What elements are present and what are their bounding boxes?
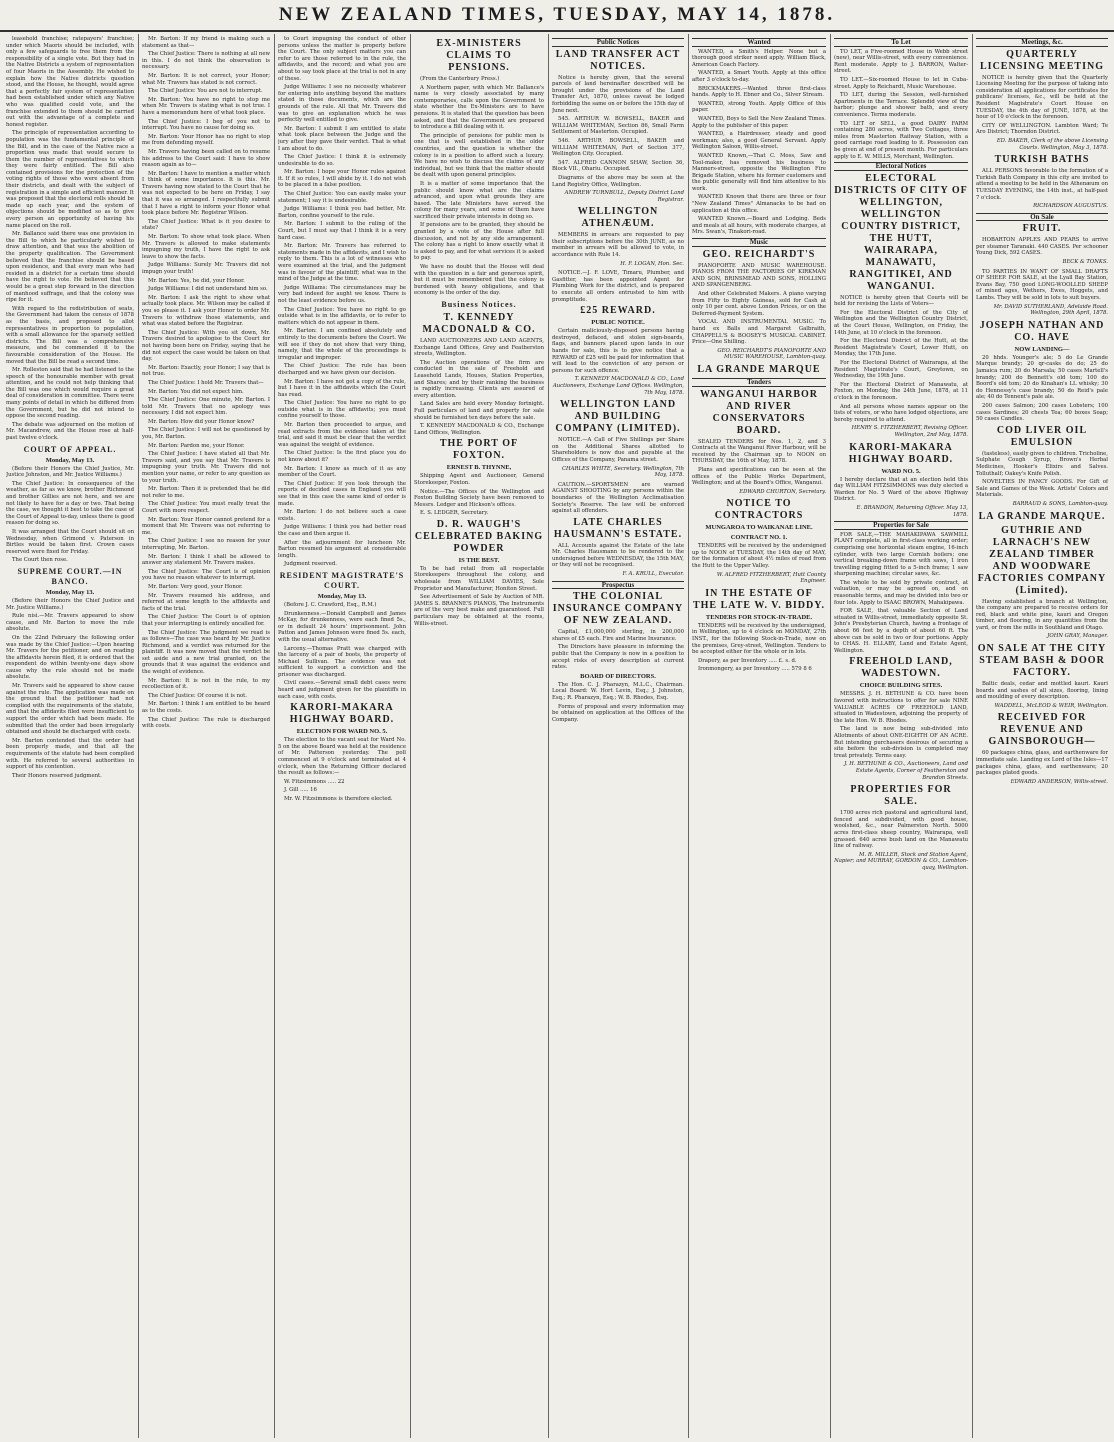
paragraph: The Chief Justice: The judgment we read is as follows—The case was heard by Mr. Justice Richmond, and a verdict was returned for the plaintiff. It was now moved that the verdict be set aside and a new trial granted, on the grounds that it was against the evidence and the weight of evidence. — [142, 629, 270, 676]
sub-heading: Monday, May 13. — [45, 588, 95, 596]
paragraph: LAND AUCTIONEERS AND LAND AGENTS, Exchange Land Offices, Grey and Featherston streets, Wellington. — [414, 338, 544, 358]
paragraph: If pensions are to be granted, they should be granted by a vote of the House after full discussion, and not by any side arrangement. The colony has a right to know exactly what it is asked to pay, and for what services it is asked to pay. — [414, 222, 544, 262]
ad-heading: RECEIVED FOR REVENUE AND GAINSBOROUGH— — [988, 712, 1096, 748]
ad-heading: LATE CHARLES HAUSMANN'S ESTATE. — [553, 516, 683, 540]
paragraph: Baltic deals, cedar and mottled kauri. Kauri boards and sashes of all sizes, flooring, lining and moulding of every description. — [976, 681, 1108, 701]
ad-heading: TURKISH BATHS — [994, 154, 1090, 166]
paragraph: WANTED, strong Youth. Apply Office of this paper. — [692, 100, 826, 114]
paragraph: ALL PERSONS favorable to the formation of a Turkish Bath Company in this city are invited to attend a meeting to be held in the Athenæum on TUESDAY EVENING, the 14th inst., at half-past 7 o'clock. — [976, 168, 1108, 201]
paragraph: Mr. Rolleston said that he had listened to the speech of the honourable member with great attention, and he could not help thinking that the Bill was one which would require a great deal of consideration in committee. There were many points of detail in which he differed from the Government, but he did not intend to oppose the second reading. — [6, 367, 134, 420]
paragraph: WANTED, Boys to Sell the New Zealand Times. Apply to the publisher of this paper. — [692, 115, 826, 129]
section-heading: COURT OF APPEAL. — [23, 444, 117, 454]
signature-line: BARRAUD & SONS, Lambton-quay. — [1012, 500, 1108, 507]
paragraph: CITY OF WELLINGTON. Lambton Ward; Te Aro District; Thorndon District. — [976, 122, 1108, 136]
paragraph: SEALED TENDERS for Nos. 1, 2, and 3 Contracts at the Wanganui River Harbour, will be received by the Chairman up to NOON on THURSDAY, the 16th of May, 1878. — [692, 438, 826, 465]
paragraph: The Chief Justice: I will not be questioned by you, Mr. Barton. — [142, 427, 270, 441]
column-7 — [834, 36, 968, 1434]
sub-heading: Monday, May 13. — [45, 456, 95, 464]
paragraph: Mr. Barton: I submit to the ruling of the Court, but I must say that I think it is a very hard case. — [278, 221, 406, 241]
paragraph: Forms of proposal and every information may be obtained on application at the Offices of the Company. — [552, 703, 684, 723]
signature-line: W. ALFRED FITZHERBERT, Hutt County Engineer. — [716, 571, 826, 585]
paragraph: WANTED, a Hairdresser, steady and good workman; also, a good General Servant. Apply Wellington Saloon, Willis-street. — [692, 131, 826, 151]
paragraph: 545. ARTHUR W. BOWSELL, BAKER and WILLIAM WHITEMAN, Section 86, Small Farm Settlement of Masterton. Occupied. — [552, 116, 684, 136]
paragraph: With regard to the redistribution of seats, the Government had taken the census of 1878 as the basis, and proposed to allot representatives in proportion to population, with a small allowance for the sparsely settled districts. The Bill was a comprehensive measure, and he commended it to the favourable consideration of the House. He moved that the Bill be read a second time. — [6, 305, 134, 365]
ad-heading: KARORI-MAKARA HIGHWAY BOARD. — [289, 702, 395, 726]
column-6 — [692, 36, 826, 1434]
ad-heading: LAND TRANSFER ACT NOTICES. — [555, 48, 681, 72]
paragraph: Drunkenness.—Donald Campbell and James McKay, for drunkenness, were each fined 5s., or in default 24 hours' imprisonment. John Patton and James Johnson were fined 5s. each, with the usual alternative. — [278, 610, 406, 643]
section-heading: Business Notices. — [441, 300, 517, 309]
ad-heading: WELLINGTON ATHENÆUM. — [577, 206, 659, 230]
signature-line: EDWARD ANDERSON, Willis-street. — [1010, 778, 1108, 785]
classified-heading: Wanted — [692, 38, 826, 47]
paragraph: Mr. Barton: Very good, your Honor. — [148, 583, 243, 590]
signature-line: ED. BAKER, Clerk of the above Licensing Courts. Wellington, May 3, 1878. — [996, 137, 1108, 151]
sub-heading: TENDERS FOR STOCK-IN-TRADE. — [705, 613, 813, 621]
paragraph: The Chief Justice: You must really treat the Court with more respect. — [142, 501, 270, 514]
paragraph: Mr. Barton contended that the order had been properly made, and that all the requirements of the statute had been complied with. He referred to several authorities in support of his contention. — [6, 737, 134, 771]
paragraph: CAUTION.—SPORTSMEN are warned AGAINST SHOOTING by any persons within the boundaries of the Wellington Acclimatisation Society's Reserve. The law will be enforced against all offenders. — [552, 481, 684, 515]
paragraph: Mr. Barton: I think I shall be allowed to answer any statement Mr. Travers makes. — [142, 553, 270, 567]
paragraph: Mr. Barton: I ask the right to show what actually took place. Mr. Wilson may be called if you so please it. I ask your Honor to order Mr. Travers to withdraw those statements, and what was stated before the Registrar. — [142, 294, 270, 328]
paragraph: WANTED, a Smith's Helper. None but a thorough good striker need apply. William Black, American Coach Factory. — [692, 48, 826, 68]
signature-line: EDWARD CHURTON, Secretary. — [739, 488, 826, 495]
sub-heading: ERNEST B. THYNNE, — [446, 464, 512, 472]
sub-heading: PUBLIC NOTICE. — [591, 319, 645, 327]
ad-heading: D. R. WAUGH'S CELEBRATED BAKING POWDER — [414, 518, 544, 554]
paragraph: The Chief Justice: Is the first place you do not know about it? — [278, 450, 406, 464]
paragraph: The Chief Justice: I beg of you not to interrupt. You have no cause for doing so. — [142, 118, 270, 132]
paragraph: Rule nisi.—Mr. Travers appeared to show cause, and Mr. Barton to move the rule absolute. — [6, 613, 134, 633]
paragraph: Judge Williams: I did not understand him so. — [148, 286, 268, 293]
paragraph: The Chief Justice: I see no reason for your interrupting, Mr. Barton. — [142, 538, 270, 551]
sub-heading: ELECTION FOR WARD NO. 5. — [296, 728, 388, 736]
paragraph: (From the Canterbury Press.) — [420, 76, 500, 82]
column-rule — [830, 34, 831, 1438]
paragraph: (Before their Honors the Chief Justice, Mr. Justice Johnston, and Mr. Justice Williams.) — [6, 465, 134, 479]
sub-heading: BOARD OF DIRECTORS. — [580, 672, 656, 680]
paragraph: TO PARTIES IN WANT OF SMALL DRAFTS OF SHEEP. FOR SALE, at the Lyall Bay Station, Evans Bay, 750 good LONG-WOOLLED SHEEP of mixed ages, Wethers, Ewes, Hoggets, and Lambs. They will be sold in lots to suit buyers. — [976, 268, 1108, 302]
paragraph: The Chief Justice: You have no right to go outside what is in the affidavits; you must confine yourself to those. — [278, 400, 406, 420]
paragraph: TO LET, a Five-roomed House in Webb street (new), near Willis-street, with every convenience. Rent moderate. Apply to J. BARRON, Walter-street. — [834, 48, 968, 75]
ad-heading: WELLINGTON LAND AND BUILDING COMPANY (LIMITED). — [555, 399, 681, 435]
signature-line: BECK & TONKS. — [1062, 259, 1108, 266]
paragraph: Mr. Barton: I know as much of it as any member of the Court. — [278, 465, 406, 479]
paragraph: WANTED Known that there are three or four "New Zealand Times" Almanacks to be had on application at this office. — [692, 194, 826, 214]
classified-heading: On Sale — [976, 213, 1108, 222]
paragraph: See Advertisement of Sale by Auction of MR. JAMES S. BRANNE'S PIANOS, The Instruments are of the very best make and guaranteed. Full particulars may be obtained at the rooms, Willis-street. — [414, 594, 544, 627]
signature-line: Mr. DAVID SUTHERLAND, Adelaide Road. Wellington, 29th April, 1878. — [993, 303, 1108, 317]
paragraph: After the adjournment for luncheon Mr. Barton resumed his argument at considerable length. — [278, 539, 406, 559]
paragraph: W. Fitzsimmons ..... 22 — [284, 778, 345, 785]
paragraph: Civil cases.—Several small debt cases were heard and judgment given for the plaintiffs in each case, with costs. — [278, 680, 406, 700]
paragraph: Drapery, as per Inventory ..... £. s. d. — [698, 657, 797, 664]
signature-line: T. KENNEDY MACDONALD & CO., Land Auctioneers, Exchange Land Offices. Wellington, 7th May, 1878. — [552, 376, 684, 396]
paragraph: Mr. Travers resumed his address, and referred at some length to the affidavits and facts of the trial. — [142, 592, 270, 612]
paragraph: Having established a branch at Wellington, the company are prepared to receive orders for red, black and white pine, kauri and Oregon timber, and flooring, in any quantities from the yard, or from the mills in Southland and Otago. — [976, 598, 1108, 631]
signature-line: J. H. BETHUNE & CO., Auctioneers, Land and Estate Agents, Corner of Featherston and Brandon Streets. — [844, 761, 968, 781]
ad-heading: £25 REWARD. — [580, 305, 656, 317]
paragraph: TO LET, during the Session, well-furnished Apartments in the Terrace. Splendid view of the harbor; plunge and shower bath, and every convenience. Terms moderate. — [834, 92, 968, 118]
paragraph: (Before their Honors the Chief Justice and Mr. Justice Williams.) — [6, 597, 134, 611]
paragraph: Mr. Barton: I am confined absolutely and entirely to the documents before the Court. We will see if they do not show that very thing, namely, that the whole of the proceedings is irregular and improper. — [278, 328, 406, 361]
paragraph: Shipping Agent and Auctioneer, General Storekeeper, Foxton. — [414, 473, 544, 486]
paragraph: For the Electoral District of Manawatu, at Foxton, on Monday, the 24th June, 1878, at 11 o'clock in the forenoon. — [834, 381, 968, 401]
paragraph: Plans and specifications can be seen at the offices of the Public Works Department, Wellington; and at the Board's Office, Wanganui. — [692, 466, 826, 487]
ad-heading: FRUIT. — [1022, 223, 1062, 235]
paragraph: The whole to be sold by private contract, at valuation, or may be agreed on, and on reasonable terms, and may be divided into two or four lots. Apply to ISAAC BROWN, Mahakipawa. — [834, 579, 968, 606]
ad-heading: GEO. REICHARDT'S — [702, 248, 816, 260]
paragraph: The Auction operations of the firm are conducted in the sale of Freehold and Leasehold Lands, Houses, Station Properties, and Shares; and by their ranking the business is rapidly increasing. Clients are assured of every attention. — [414, 359, 544, 399]
paragraph: Mr. Travers said he appeared to show cause against the rule. The application was made on the ground that the petitioner had not complied with the requirements of the statute, and that the affidavits filed were insufficient to support the order which had been made. He submitted that the order had been irregularly obtained and should be discharged with costs. — [6, 683, 134, 736]
paragraph: Capital, £1,000,000 sterling, in 200,000 shares of £5 each. Fire and Marine Insurance. — [552, 629, 684, 642]
paragraph: 20 hhds. Younger's ale; 5 do Le Grande Marque brandy; 20 qr-casks do do; 25 do Jamaica rum; 20 do Marsala; 50 cases Martell's brandy; 200 do Bennett's old tom; 100 do Boord's old tom; 20 do Kinahan's LL whisky; 30 do Hennessy's case brandy; 50 do Reid's pale ale; 40 do Tennent's pale ale. — [976, 354, 1108, 401]
paragraph: TENDERS will be received by the undersigned, in Wellington, up to 4 o'clock on MONDAY, 27th INST., for the following Stock-in-Trade, now on the premises, Grey-street, Wellington. Tenders to be accepted either for the whole or in lots. — [692, 622, 826, 656]
paragraph: On the 22nd February the following order was made by the Chief Justice:—Upon hearing Mr. Travers for the petitioner, and on reading the affidavits herein filed, it is ordered that the respondent do within twenty-one days show cause why the rule should not be made absolute. — [6, 634, 134, 681]
paragraph: Mr. Barton: I hope your Honor rules against it. If it so rules, I will abide by it. I do not wish to be placed in a false position. — [278, 169, 406, 189]
ad-heading: IN THE ESTATE OF THE LATE W. V. BIDDY. — [692, 587, 826, 611]
paragraph: 200 cases Salmon; 200 cases Lobsters; 100 cases Sardines; 20 chests Tea; 60 boxes Soap; 50 cases Candles. — [976, 402, 1108, 423]
paragraph: The Chief Justice: You have no right to go outside what is in the affidavits, or to refer to matters which do not appear in them. — [278, 306, 406, 326]
paragraph: The Chief Justice: Of course it is not. — [148, 692, 247, 699]
ad-heading: PROPERTIES FOR SALE. — [850, 784, 952, 808]
signature-line: CHARLES WHITE, Secretary. Wellington, 7th May, 1878. — [561, 465, 684, 479]
paragraph: VOCAL AND INSTRUMENTAL MUSIC. To hand ex Balls and Margaret Galbraith, CHAPPELL'S & BOOSEY'S MUSICAL CABINET. Price—One Shilling. — [692, 319, 826, 346]
paragraph: Mr. Barton: It is not correct, your Honor; what Mr. Travers has stated is not correct. — [142, 72, 270, 86]
paragraph: The Chief Justice: The Court is of opinion that your interrupting is entirely uncalled for. — [142, 614, 270, 627]
paragraph: WANTED Known.—Board and Lodging. Beds and meals at all hours, with moderate charges, at Mrs. Swan's, Tinakori-road. — [692, 216, 826, 236]
paragraph: Land Sales are held every Monday fortnight. Full particulars of land and property for sale should be furnished ten days before the sale. — [414, 401, 544, 421]
paragraph: Ironmongery, as per Inventory ..... 579 8 6 — [698, 666, 812, 673]
paragraph: The Chief Justice: There is nothing at all new in this. I do not think the observation is necessary. — [142, 51, 270, 71]
paragraph: The principle of representation according to population was the fundamental principle of the Bill, and in the case of the Native race a proportion was made that would secure to them the number of representatives to which they were fairly entitled. The Bill also contained provisions for the protection of the voting rights of those who were absent from their districts, and dealt with the subject of registration in a simple and efficient manner. It was proposed that the electoral rolls should be made up each year, and the system of objections should be modified so as to give every person an opportunity of having his name placed on the roll. — [6, 130, 134, 229]
column-rule — [274, 34, 275, 1438]
ad-heading: NOTICE TO CONTRACTORS — [714, 498, 804, 522]
section-heading: RESIDENT MAGISTRATE'S COURT. — [279, 570, 405, 590]
column-rule — [138, 34, 139, 1438]
paragraph: The land is now being sub-divided into Allotments of about ONE-EIGHTH OF AN ACRE. But intending purchasers desirous of securing a site before the sub-division is completed may treat privately. Terms easy. — [834, 726, 968, 759]
paragraph: 547. ALFRED CANNON SHAW, Section 36, Block VII., Ohariu. Occupied. — [552, 159, 684, 173]
paragraph: The Chief Justice: You are not to interrupt. — [148, 88, 263, 95]
ad-heading: EX-MINISTERS CLAIMS TO PENSIONS. — [436, 38, 522, 73]
ad-heading: FREEHOLD LAND, WADESTOWN. — [849, 656, 953, 680]
classified-heading: To Let — [834, 38, 968, 47]
paragraph: The Court then rose. — [12, 557, 68, 564]
paragraph: Mr. Barton: Yes, he did, your Honor. — [148, 277, 245, 284]
column-2 — [142, 36, 270, 1434]
paragraph: Mr. Barton: You did not expect him. — [148, 388, 244, 395]
classified-heading: Public Notices — [552, 38, 684, 47]
signature-line: F. A. KRULL, Executor. — [622, 571, 684, 578]
signature-line: GEO. REICHARDT'S PIANOFORTE AND MUSIC WAREHOUSE, Lambton-quay. — [717, 347, 826, 361]
paragraph: 546. ARTHUR BOWSELL, BAKER and WILLIAM WHITEMAN, Part of Section 377, Wellington City. Occupied. — [552, 137, 684, 158]
paragraph: NOTICE.—A Call of Five Shillings per Share on the Additional Shares allotted to Shareholders is now due and payable at the Offices of the Company, Panama street. — [552, 437, 684, 463]
paragraph: TO LET.—Six-roomed House to let in Cuba-street. Apply to Reichardt, Music Warehouse. — [834, 76, 968, 90]
paragraph: Judge Williams: I see no necessity whatever for entering into anything beyond the matters stated in those documents, which are the grounds of the rule. All that Mr. Travers did was to give an explanation which he was perfectly well entitled to give. — [278, 84, 406, 124]
paragraph: Their Honors reserved judgment. — [12, 772, 102, 779]
paragraph: Mr. Barton: It is not in the rule, to my recollection of it. — [142, 677, 270, 691]
sub-heading: CHOICE BUILDING SITES. — [859, 682, 943, 690]
paragraph: PIANOFORTE AND MUSIC WAREHOUSE. PIANOS FROM THE FACTORIES OF KIRKMAN AND SON, BRINSMEAD AND SONS, HOLLING AND SPANGENBERG. — [692, 262, 826, 289]
paragraph: ALL Accounts against the Estate of the late Mr. Charles Hausmann to be rendered to the undersigned before WEDNESDAY, the 15th MAY, or they will not be recognised. — [552, 542, 684, 569]
signature-line: RICHARDSON AUGUSTUS. — [1033, 203, 1108, 210]
paragraph: Judge Williams: The circumstances may be very bad indeed for aught we know. There is not the least evidence before us. — [278, 284, 406, 304]
ad-heading: WANGANUI HARBOR AND RIVER CONSERVATORS BOARD. — [699, 388, 819, 436]
paragraph: Mr. Barton: I have to mention a matter which I think of some importance. It is this. Mr. Travers having now stated to the Court that he was not expected to be here on Friday, I say that it was so arranged. I respectfully submit that I have a right to inform your Honor what took place before Mr. Registrar Wilson. — [142, 170, 270, 217]
paragraph: And other Celebrated Makers. A piano varying from Fifty to Eighty Guineas, sold for Cash at only 10 per cent. above London Prices, or on the Deferred-Payment System. — [692, 291, 826, 317]
classified-heading: Music — [692, 238, 826, 247]
paragraph: Diagrams of the above may be seen at the Land Registry Office, Wellington. — [552, 174, 684, 188]
paragraph: The Chief Justice: The rule is discharged with costs. — [142, 716, 270, 730]
masthead — [0, 0, 1114, 32]
paragraph: A Northern paper, with which Mr. Ballance's name is very closely associated by many contemporaries, calls upon the Government to state whether the Ex-Ministers are to have pensions. It is stated that the question has been asked, and that the Government are prepared to introduce a Bill dealing with it. — [414, 84, 544, 131]
paragraph: Mr. Barton: If my friend is making such a statement as that— — [142, 36, 270, 49]
paragraph: Mr. Barton then proceeded to argue, and read extracts from the evidence taken at the trial, and said it must be clear that the verdict was against the weight of evidence. — [278, 422, 406, 448]
paragraph: leasehold franchise; ratepayers' franchise; under which Maoris should be included, with only a few safeguards to free them from the responsibility of a single vote. But they had in the Native Districts a system of representation of four Maoris in the Assembly. He wished to explain how the Native districts question stood, and the House, he thought, would agree that a perfectly fair system of representation had been established under which any Native who was qualified could vote, and the franchise extended to them should be carried out with the advantage of a complete and honest register. — [6, 36, 134, 128]
paragraph: NOTICE.—J. F. LOVE, Timaru, Plumber, and Gasfitter, has been appointed Agent for Plumbing Work for the district, and is prepared to execute all orders entrusted to him with promptitude. — [552, 270, 684, 303]
paragraph: E. S. LEDGER, Secretary. — [420, 510, 489, 517]
paragraph: Notice.—The Offices of the Wellington and Foxton Building Society have been removed to Messrs. Ledger and Hickson's offices. — [414, 488, 544, 508]
column-rule — [548, 34, 549, 1438]
paragraph: The Chief Justice: I think it is extremely undesirable to do so. — [278, 154, 406, 167]
paragraph: The Chief Justice: The Court is of opinion you have no reason whatever to interrupt. — [142, 568, 270, 582]
column-1 — [6, 36, 134, 1434]
paragraph: Mr. Barton: How did your Honor know? — [148, 418, 255, 425]
paragraph: For the Electoral District of the City of Wellington and the Wellington Country District, at the Court House, Wellington, on Friday, the 14th June, at 10 o'clock in the forenoon. — [834, 309, 968, 336]
classified-heading: Properties for Sale — [834, 521, 968, 530]
paragraph: The Chief Justice: With you sit down, Mr. Travers desired to apologise to the Court for not having been here on Friday, saying that he did not expect the case would be taken on that day. — [142, 329, 270, 363]
ad-heading: THE PORT OF FOXTON. — [439, 438, 519, 462]
paragraph: The debate was adjourned on the motion of Mr. Macandrew, and the House rose at half-past twelve o'clock. — [6, 421, 134, 442]
paragraph: Mr. Barton: Mr. Travers has referred to statements made in the affidavits, and I wish to reply to them. This is a lot of witnesses who were examined at the trial, and the judgment was in favour of the plaintiff; what was in the mind of the Judge at the time. — [278, 243, 406, 283]
paragraph: The principle of pensions for public men is one that is well established in the older countries, and the question is whether the colony is in a position to afford such a luxury. We have no wish to discuss the claims of any individual, but we think that the matter should be dealt with upon general principles. — [414, 132, 544, 179]
column-rule — [972, 34, 973, 1438]
paragraph: Judge Williams: Surely Mr. Travers did not impugn your truth! — [142, 262, 270, 275]
paragraph: The Chief Justice: What is it you desire to state? — [142, 218, 270, 232]
paragraph: MESSRS. J. H. BETHUNE & CO. have been favored with instructions to offer for sale NINE VALUABLE ACRES OF FREEHOLD LAND, situated in Wadestown, adjoining the property of the late Hon. W. B. Rhodes. — [834, 691, 968, 724]
paragraph: Mr. Travers having been called on to resume his address to the Court said: I have to show reason again as to— — [142, 148, 270, 169]
paragraph: Mr. Barton: Your Honor has no right to stop me from defending myself. — [142, 133, 270, 147]
paragraph: And all persons whose names appear on the lists of voters, or who have lodged objections, are hereby required to attend. — [834, 403, 968, 423]
signature-line: H. F. LOGAN, Hon. Sec. — [620, 260, 684, 267]
paragraph: The Chief Justice: If you look through the reports of decided cases in England you will see that in this case the same kind of order is made. — [278, 480, 406, 507]
signature-line: WADDELL, McLEOD & WEIR, Wellington. — [994, 702, 1108, 709]
paragraph: The Chief Justice: One minute, Mr. Barton. I told Mr. Travers that no apology was necessary. I did not expect him. — [142, 397, 270, 417]
column-rule — [688, 34, 689, 1438]
paragraph: 60 packages china, glass, and earthenware for immediate sale. Landing ex Lord of the Isles—17 packages china, glass, and earthenware; 20 packages plated goods. — [976, 750, 1108, 777]
column-5 — [552, 36, 684, 1434]
paragraph: Judge Williams: I think you had better, Mr. Barton, confine yourself to the rule. — [278, 206, 406, 219]
ad-heading: T. KENNEDY MACDONALD & CO. — [422, 312, 536, 335]
paragraph: The Directors have pleasure in informing the public that the Company is now in a position to accept risks of every description at current rates. — [552, 644, 684, 671]
paragraph: Mr. Barton: I submit I am entitled to state what took place between the Judge and the jury after they gave their verdict. That is what I am about to do. — [278, 125, 406, 152]
paragraph: TENDERS will be received by the undersigned up to NOON of TUESDAY, the 14th day of MAY, for the formation of about 4½ miles of road from the Hutt to the Upper Valley. — [692, 543, 826, 570]
sub-heading: CONTRACT NO. 1. — [730, 534, 788, 542]
paragraph: T. KENNEDY MACDONALD & CO., Exchange Land Offices, Wellington. — [414, 423, 544, 436]
paragraph: It is a matter of some importance that the public should know what are the claims advanced, and upon what grounds they are based. The late Ministers have served the colony for many years, and some of them have sacrificed their private interests in doing so. — [414, 180, 544, 220]
paragraph: Notice is hereby given, that the several parcels of land hereinafter described will be brought under the provisions of the Land Transfer Act, 1870, unless caveat be lodged forbidding the same on or before the 15th day of June next. — [552, 74, 684, 114]
paragraph: Mr. Barton: I do not believe such a case exists. — [278, 509, 406, 522]
paragraph: FOR SALE, that valuable Section of Land situated in Willis-street, immediately opposite St. John's Presbyterian Church, having a frontage of about 66 feet by a depth of about 60 ft. The above can be sold in two or four portions. Apply to CHAS. H. ELLABY, Land and Estate Agent, Wellington. — [834, 608, 968, 654]
paragraph: Mr. Barton: I think I am entitled to be heard as to the costs. — [142, 701, 270, 715]
paragraph: FOR SALE,—THE MAHAKIPAWA SAWMILL PLANT complete, all in first-class working order; comprising one horizontal steam engine, 16-inch cylinder, with two large Cornish boilers; one vertical breaking-down frame with saws, 1 iron travelling rigging fitted to a 5-inch frame; 1 saw sharpening machine; circular saws, &c. — [834, 531, 968, 578]
paragraph: The Chief Justice: I hold Mr. Travers that— — [148, 379, 264, 386]
sub-heading: Monday, May 13. — [317, 592, 367, 600]
ad-heading: JOSEPH NATHAN AND CO. HAVE — [979, 319, 1105, 343]
paragraph: Mr. Barton: Your Honor cannot pretend for a moment that Mr. Travers was not referring to me. — [142, 516, 270, 536]
signature-line: E. BRANDON, Returning Officer. May 13, 1878. — [856, 504, 968, 518]
paragraph: Mr. Barton: You have no right to stop me when Mr. Travers is stating what is not true. I have a memorandum here of what took place. — [142, 96, 270, 116]
paragraph: Mr. Barton: Then it is pretended that he did not refer to me. — [142, 486, 270, 499]
ad-heading: LA GRANDE MARQUE — [697, 363, 821, 375]
signature-line: JOHN GRAY, Manager. — [1047, 633, 1108, 640]
paragraph: Mr. Barton: I have not got a copy of the rule, but I have it in the affidavits which the Court has read. — [278, 378, 406, 398]
paragraph: For the Electoral District of Wairarapa, at the Resident Magistrate's Court, Greytown, on Wednesday, the 19th June. — [834, 360, 968, 380]
paragraph: For the Electoral District of the Hutt, at the Resident Magistrate's Court, Lower Hutt, on Monday, the 17th June. — [834, 338, 968, 358]
column-4 — [414, 36, 544, 1434]
sub-heading: WARD NO. 5. — [881, 467, 921, 475]
paragraph: (Before J. C. Crawford, Esq., R.M.) — [284, 601, 377, 608]
paragraph: TO LET or SELL, a good DAIRY FARM containing 280 acres, with Two Cottages, three miles from Masterton Railway Station, with a good carriage road leading to it. Possession can be given at end of present month. For particulars apply to E. W. MILLS, Merchant, Wellington. — [834, 120, 968, 160]
paragraph: The election to the vacant seat for Ward No. 5 on the above Board was held at the residence of Mr. Patterson yesterday. The poll commenced at 9 o'clock and terminated at 4 o'clock, when the Returning Officer declared the result as follows:— — [278, 737, 406, 777]
signature-line: M. R. MILLER, Stock and Station Agent, Napier; and MURRAY, GORDON & CO., Lambton-quay, Wellington. — [834, 851, 968, 871]
paragraph: Mr. Ballance said there was one provision in the Bill to which he particularly wished to draw attention, and that was the abolition of the property qualification. The Government believed that the franchise should be based upon residence, and that every man who had resided in a district for a certain time should have the right to vote. He believed that this would be a great step forward in the direction of manhood suffrage, and that the colony was ripe for it. — [6, 231, 134, 304]
paragraph: WANTED, a Smart Youth. Apply at this office after 3 o'clock to-day. — [692, 70, 826, 83]
paragraph: 1700 acres rich pastoral and agricultural land, fenced and subdivided, with good house, woolshed, &c., near Palmerston North. 5000 acres first-class sheep country, Wairarapa, well grassed. 640 acres bush land on the Manawatu line of railway. — [834, 810, 968, 850]
paragraph: (tasteless), easily given to children. Tricholine, Sulphate Cough Syrup, Brown's Herbal Medicines, Hooker's Elixirs and Salves. Tolluthalf; Oakey's Knife Polish. — [976, 450, 1108, 477]
paragraph: Mr. Barton: Exactly, your Honor; I say that is not true. — [142, 364, 270, 378]
paragraph: WANTED Known,—That C. Moss, Saw and Tool-maker, has removed his business to Manners-street, opposite the Wellington Fire Brigade Station, where his former customers and the public generally will find him attentive to his work. — [692, 152, 826, 192]
ad-heading: LA GRANDE MARQUE. — [978, 510, 1106, 522]
ad-heading: ELECTORAL DISTRICTS OF CITY OF WELLINGTON, WELLINGTON COUNTRY DISTRICT, THE HUTT, WAIRARAPA, MANAWATU, RANGITIKEI, AND WANGANUI. — [834, 172, 968, 292]
paragraph: MEMBERS in arrears are requested to pay their subscriptions before the 30th JUNE, as no member in arrears will be allowed to vote, in accordance with Rule 14. — [552, 232, 684, 259]
paragraph: Mr. W. Fitzsimmons is therefore elected. — [284, 796, 393, 802]
paragraph: J. Gill ..... 16 — [284, 787, 317, 794]
paragraph: The Chief Justice: In consequence of the weather, as far as we know, brother Richmond and brother Gillies are not here, and we are not likely to have for a day or two. That being the case, we thought it best to take the case of the Court of Appeal to-day, unless there is good reason for doing so. — [6, 480, 134, 527]
column-3 — [278, 36, 406, 1434]
paragraph: BRICKMAKERS.—Wanted three first-class hands. Apply to H. Ebner and Co., Silver Stream. — [692, 85, 826, 99]
paragraph: The Chief Justice: The rule has been discharged and we have given our decision. — [278, 363, 406, 376]
classified-heading: Prospectus — [552, 581, 684, 590]
paragraph: The Hon. C. J. Pharazyn, M.L.C., Chairman. Local Board: W. Hort Levin, Esq.; J. Johnston, Esq.; R. Pharazyn, Esq.; W. B. Rhodes, Esq. — [552, 681, 684, 701]
paragraph: NOTICE is hereby given that Courts will be held for revising the Lists of Voters— — [834, 294, 968, 308]
paragraph: HOBARTON APPLES AND PEARS to arrive per steamer Taranaki. 440 CASES. Per schooner Young Dick, 592 CASES. — [976, 237, 1108, 257]
sub-heading: MUNGAROA TO WAIKANAE LINE. — [705, 524, 813, 532]
sub-heading: IS THE BEST. — [458, 556, 500, 564]
paragraph: Judgment reserved. — [284, 561, 337, 568]
sub-heading: NOW LANDING— — [1014, 345, 1070, 353]
classified-heading: Electoral Notices — [834, 162, 968, 171]
paragraph: To be had retail from all respectable Storekeepers throughout the colony, and wholesale from WILLIAM DAVIES, Sole Proprietor and Manufacturer, Honiton Street. — [414, 565, 544, 592]
column-rule — [410, 34, 411, 1438]
ad-heading: THE COLONIAL INSURANCE COMPANY OF NEW ZEALAND. — [552, 591, 684, 627]
paragraph: We have no doubt that the House will deal with the question in a fair and generous spirit, but it must be remembered that the colony is burdened with heavy obligations, and that economy is the order of the day. — [414, 264, 544, 297]
ad-heading: COD LIVER OIL EMULSION — [996, 424, 1088, 448]
paragraph: Mr. Barton: Pardon me, your Honor. — [148, 442, 245, 449]
paragraph: Certain maliciously-disposed persons having destroyed, defaced, and stolen sign-boards, flags, and banners placed upon lands in our hands for sale, this is to give notice that a REWARD of £25 will be paid for information that will lead to the conviction of any person or persons for such offence. — [552, 328, 684, 374]
ad-heading: QUARTERLY LICENSING MEETING — [980, 48, 1104, 72]
ad-heading: ON SALE AT THE CITY STEAM BASH & DOOR FACTORY. — [977, 643, 1107, 679]
ad-heading: GUTHRIE AND LARNACH'S NEW ZEALAND TIMBER AND WOODWARE FACTORIES COMPANY (Limited). — [977, 524, 1107, 596]
paragraph: Judge Williams: I think you had better read the case and then argue it. — [278, 524, 406, 537]
masthead-title: NEW ZEALAND TIMES, TUESDAY, MAY 14, 1878. — [278, 4, 836, 25]
paragraph: Mr. Barton: To show what took place. When Mr. Travers is allowed to make statements impugning my truth, I have the right to ask leave to show the facts. — [142, 234, 270, 260]
classified-heading: Meetings, &c. — [976, 38, 1108, 47]
paragraph: NOTICE is hereby given that the Quarterly Licensing Meeting for the purpose of taking into consideration all applications for certificates for publicans' licenses, &c., will be held at the Resident Magistrate's Court House on TUESDAY, the 4th day of JUNE, 1878, at the hour of 10 o'clock in the forenoon. — [976, 74, 1108, 121]
signature-line: HENRY S. FITZHERBERT, Revising Officer. Wellington, 2nd May, 1878. — [851, 425, 968, 438]
paragraph: The Chief Justice: You can easily make your statement; I say it is undesirable. — [278, 191, 406, 204]
classified-heading: Tenders — [692, 378, 826, 387]
paragraph: NOVELTIES IN FANCY GOODS. For Gift of Sale and Games of the Week. Artists' Colors and Materials. — [976, 479, 1108, 499]
paragraph: I hereby declare that at an election held this day WILLIAM FITZSIMMONS was duly elected a Warden for No. 5 Ward of the above Highway District. — [834, 476, 968, 503]
paragraph: It was arranged that the Court should sit on Wednesday, when Grimond v. Paterson in Birtles would be taken first. Crown cases reserved were fixed for Friday. — [6, 528, 134, 555]
paragraph: Larceny.—Thomas Pratt was charged with the larceny of a pair of boots, the property of Michael Sullivan. The evidence was not sufficient to support a conviction and the prisoner was discharged. — [278, 645, 406, 678]
section-heading: SUPREME COURT.—IN BANCO. — [17, 566, 123, 586]
paragraph: to Court impugning the conduct of other persons unless the matter is properly before the Court. The only subject matters you can refer to are those referred to in the rule, the affidavits, and the record; and what you are about to say took place at the trial is not in any of these. — [278, 36, 406, 82]
paragraph: The Chief Justice: I have stated all that Mr. Travers said, and you say that Mr. Travers is impugning your truth. Mr. Travers did not mention your name, or refer to any question as to your truth. — [142, 451, 270, 484]
column-8 — [976, 36, 1108, 1434]
signature-line: ANDREW TURNBULL, Deputy District Land Registrar. — [564, 190, 684, 203]
ad-heading: KARORI-MAKARA HIGHWAY BOARD. — [848, 441, 954, 465]
